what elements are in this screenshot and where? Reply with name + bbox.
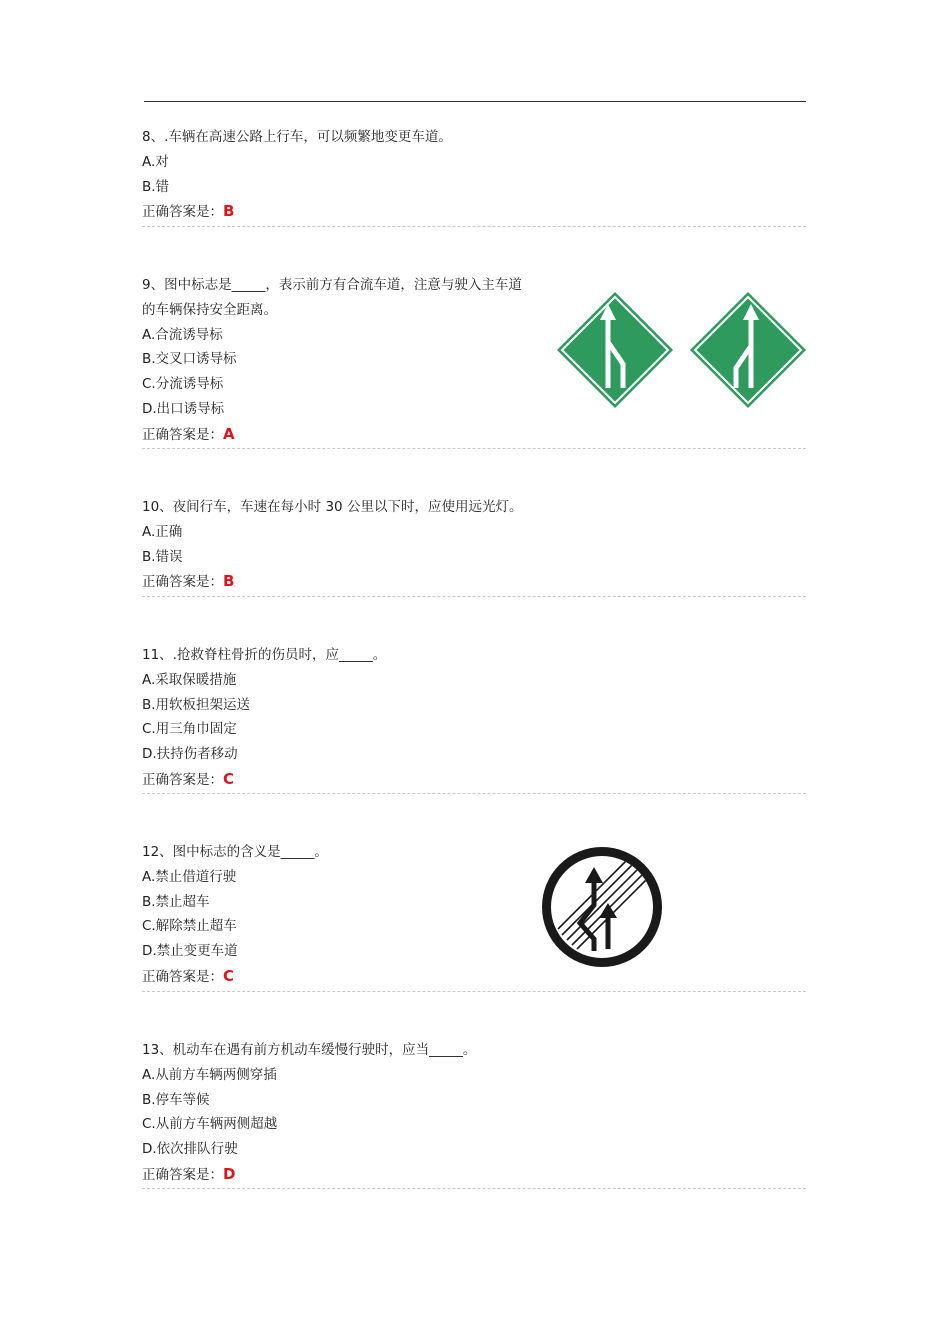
option-a: A.正确: [142, 523, 183, 540]
question-8: [142, 125, 806, 225]
answer-letter: C: [223, 966, 235, 985]
answer-letter: B: [223, 202, 235, 221]
answer-label: 正确答案是：: [142, 771, 223, 788]
option-c: C.解除禁止超车: [142, 918, 237, 935]
question-13: [142, 1038, 806, 1188]
option-d: D.扶持伤者移动: [142, 746, 238, 763]
question-11: [142, 643, 806, 793]
question-separator: [142, 226, 806, 227]
option-a: A.合流诱导标: [142, 326, 223, 343]
question-stem: 11、.抢救脊柱骨折的伤员时，应_____。: [142, 647, 387, 663]
correct-answer: [142, 964, 806, 990]
question-stem-line-2: 的车辆保持安全距离。: [142, 301, 277, 318]
option-b: B.停车等候: [142, 1091, 210, 1108]
option-b: B.用软板担架运送: [142, 696, 251, 713]
option-a: A.禁止借道行驶: [142, 868, 237, 885]
option-b: B.交叉口诱导标: [142, 351, 237, 368]
merge-right-sign-icon: [688, 290, 808, 410]
question-stem-line-1: 9、图中标志是_____，表示前方有合流车道，注意与驶入主车道: [142, 277, 522, 293]
option-c: C.从前方车辆两侧超越: [142, 1116, 278, 1133]
question-12: [142, 840, 806, 990]
option-b: B.错误: [142, 548, 183, 565]
top-rule: [144, 101, 806, 102]
option-b: B.禁止超车: [142, 893, 210, 910]
answer-label: 正确答案是：: [142, 574, 223, 591]
question-stem: 13、机动车在遇有前方机动车缓慢行驶时，应当_____。: [142, 1042, 477, 1058]
correct-answer: [142, 1162, 806, 1188]
option-d: D.依次排队行驶: [142, 1141, 238, 1158]
question-separator: [142, 448, 806, 449]
option-d: D.禁止变更车道: [142, 943, 238, 960]
question-separator: [142, 1188, 806, 1189]
question-10: [142, 495, 806, 595]
option-b: B.错: [142, 178, 170, 195]
question-stem: 10、夜间行车，车速在每小时 30 公里以下时，应使用远光灯。: [142, 499, 523, 515]
correct-answer: [142, 199, 806, 225]
question-separator: [142, 596, 806, 597]
option-d: D.出口诱导标: [142, 400, 225, 417]
answer-label: 正确答案是：: [142, 426, 223, 443]
correct-answer: [142, 422, 806, 448]
option-a: A.采取保暖措施: [142, 671, 237, 688]
end-no-overtaking-sign-icon: [540, 845, 664, 969]
correct-answer: [142, 767, 806, 793]
answer-label: 正确答案是：: [142, 204, 223, 221]
answer-letter: D: [223, 1164, 236, 1183]
question-stem: 12、图中标志的含义是_____。: [142, 844, 328, 860]
correct-answer: [142, 569, 806, 595]
question-stem: 8、.车辆在高速公路上行车，可以频繁地变更车道。: [142, 129, 452, 145]
option-a: A.从前方车辆两侧穿插: [142, 1066, 277, 1083]
question-separator: [142, 793, 806, 794]
answer-letter: A: [223, 424, 235, 443]
merge-left-sign-icon: [555, 290, 675, 410]
option-c: C.用三角巾固定: [142, 721, 237, 738]
option-a: A.对: [142, 153, 169, 170]
option-c: C.分流诱导标: [142, 376, 224, 393]
answer-label: 正确答案是：: [142, 1166, 223, 1183]
answer-letter: C: [223, 769, 235, 788]
answer-label: 正确答案是：: [142, 968, 223, 985]
question-separator: [142, 991, 806, 992]
answer-letter: B: [223, 572, 235, 591]
